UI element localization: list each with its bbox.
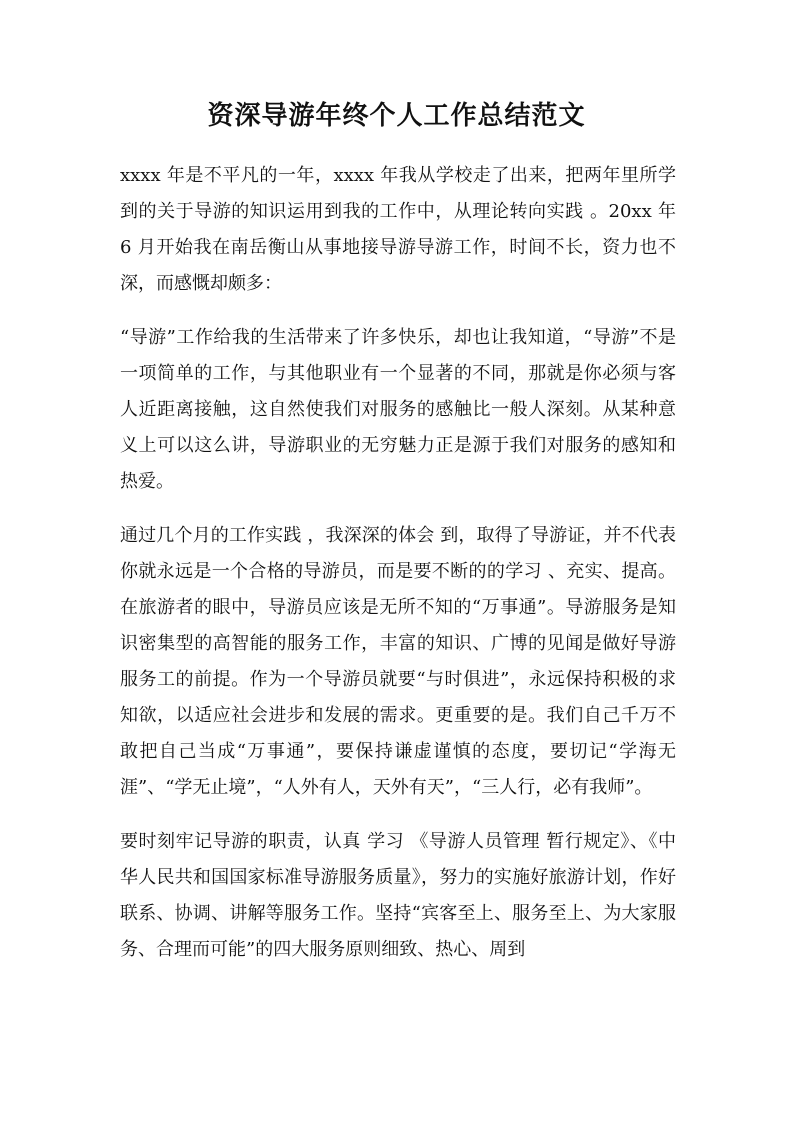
document-title: 资深导游年终个人工作总结范文 <box>207 101 586 131</box>
paragraph-4: 要时刻牢记导游的职责，认真 学习 《导游人员管理 暂行规定》、《中华人民共和国国家标准导游服务质量》，努力的实施好旅游计划，作好联系、协调、讲解等服务工作。坚持“宾客至上、服务至上、为大家服务、合理而可能”的四大服务原则细致、热心、周到 <box>120 831 676 960</box>
document-body <box>120 158 676 986</box>
paragraph-3: 通过几个月的工作实践 ，我深深的体会 到，取得了导游证，并不代表你就永远是一个合格的导游员，而是要不断的的学习 、充实、提高。在旅游者的眼中，导游员应该是无所不知的“万事通”。导游服务是知识密集型的高智能的服务工作，丰富的知识、广博的见闻是做好导游服务工的前提。作为一个导游员就要“与时俱进”，永远保持积极的求知欲，以适应社会进步和发展的需求。更重要的是。我们自己千万不敢把自己当成“万事通”，要保持谦虚谨慎的态度，要切记“学海无涯”、“学无止境”，“人外有人，天外有天”，“三人行，必有我师”。 <box>120 525 676 798</box>
paragraph-2: “导游”工作给我的生活带来了许多快乐，却也让我知道，“导游”不是一项简单的工作，与其他职业有一个显著的不同，那就是你必须与客人近距离接触，这自然使我们对服务的感触比一般人深刻。从某种意义上可以这么讲，导游职业的无穷魅力正是源于我们对服务的感知和热爱。 <box>120 327 676 492</box>
paragraph-1: xxxx 年是不平凡的一年，xxxx 年我从学校走了出来，把两年里所学到的关于导游的知识运用到我的工作中，从理论转向实践 。20xx 年 6 月开始我在南岳衡山从事地接导游导游工作，时间不长，资力也不深，而感慨却颇多： <box>120 165 676 294</box>
